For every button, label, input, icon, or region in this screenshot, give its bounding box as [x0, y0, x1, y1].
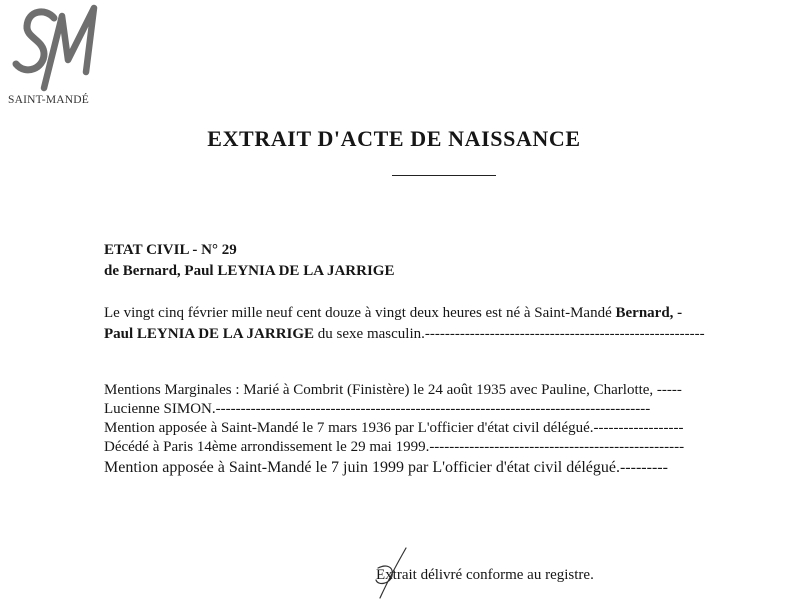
logo-caption: SAINT-MANDÉ — [8, 94, 89, 106]
mention-line: Mention apposée à Saint-Mandé le 7 juin 1999 par L'officier d'état civil délégué.--------- — [104, 459, 668, 476]
acte-line-1-text: Le vingt cinq février mille neuf cent douze à vingt deux heures est né à Saint-Mandé — [104, 305, 616, 321]
etat-civil-name: de Bernard, Paul LEYNIA DE LA JARRIGE — [104, 263, 395, 279]
acte-line-1 — [104, 303, 784, 324]
etat-civil-header — [104, 240, 784, 282]
mentions-marginales — [104, 381, 784, 479]
mention-line: Lucienne SIMON.--------------------------------------------------------------------------------------- — [104, 401, 651, 417]
etat-civil-number: ETAT CIVIL - N° 29 — [104, 242, 237, 258]
title-underline — [392, 175, 496, 176]
acte-paragraph — [104, 303, 784, 345]
page-title: EXTRAIT D'ACTE DE NAISSANCE — [207, 126, 581, 151]
delivery-statement: Extrait délivré conforme au registre. — [376, 567, 594, 583]
acte-line-1-bold: Bernard, - — [615, 305, 683, 321]
mention-line: Décédé à Paris 14ème arrondissement le 29 mai 1999.--------------------------------------------------- — [104, 439, 685, 455]
mention-line: Mention apposée à Saint-Mandé le 7 mars 1936 par L'officier d'état civil délégué.------------------ — [104, 420, 684, 436]
sm-monogram-icon — [10, 2, 102, 92]
mention-line: Mentions Marginales : Marié à Combrit (Finistère) le 24 août 1935 avec Pauline, Charlotte, ----- — [104, 382, 682, 398]
acte-line-2-bold: Paul LEYNIA DE LA JARRIGE — [104, 326, 315, 342]
saint-mande-logo — [4, 2, 104, 112]
acte-line-2-text: du sexe masculin.-------------------------------------------------------- — [314, 326, 705, 342]
acte-line-2 — [104, 324, 784, 345]
